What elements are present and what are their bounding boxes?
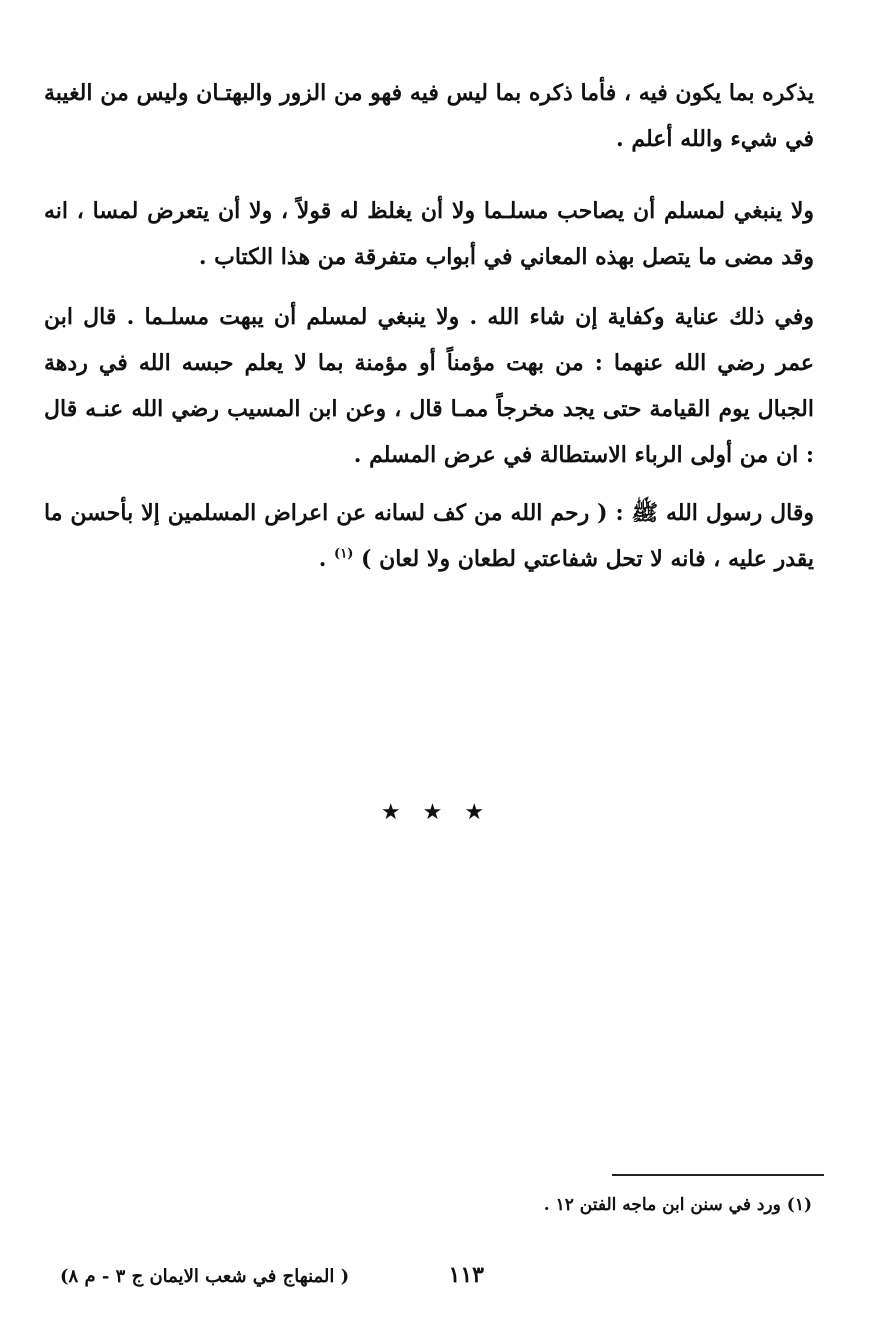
footnote-reference: (١) [334, 546, 354, 562]
closing-period: . [318, 546, 327, 572]
paragraph-1: يذكره بما يكون فيه ، فأما ذكره بما ليس فيه فهو من الزور والبهتـان وليس من الغيبة في شيء والله أعلم . [44, 80, 814, 152]
page-footer [60, 1262, 812, 1298]
hadith-text: وقال رسول الله ﷺ : ( رحم الله من كف لسانه عن اعراض المسلمين إلا بأحسن ما يقدر عليه ، فانه لا تحل شفاعتي لطعان ولا لعان ) [44, 500, 814, 572]
page-number: ١١٣ [448, 1262, 484, 1288]
section-separator-stars: ★★★ [380, 800, 507, 825]
running-footer-title: ( المنهاج في شعب الايمان ج ٣ - م ٨) [60, 1266, 350, 1287]
footnote-1: (١) ورد في سنن ابن ماجه الفتن ١٢ . [543, 1195, 812, 1215]
paragraph-4 [44, 490, 814, 582]
paragraph-3: وفي ذلك عناية وكفاية إن شاء الله . ولا ينبغي لمسلم أن يبهت مسلـما . قال ابن عمر رضي الله عنهما : من بهت مؤمناً أو مؤمنة بما لا يعلم حبسه الله في ردهة الجبال يوم القيامة حتى يجد مخرجاً ممـا قال ، وعن ابن المسيب رضي الله عنـه قال : ان من أولى الرباء الاستطالة في عرض المسلم . [44, 304, 814, 468]
footnote-divider [612, 1174, 824, 1176]
paragraph-2: ولا ينبغي لمسلم أن يصاحب مسلـما ولا أن يغلظ له قولاً ، ولا أن يتعرض لمسا ، انه وقد مضى ما يتصل بهذه المعاني في أبواب متفرقة من هذا الكتاب . [44, 198, 815, 270]
